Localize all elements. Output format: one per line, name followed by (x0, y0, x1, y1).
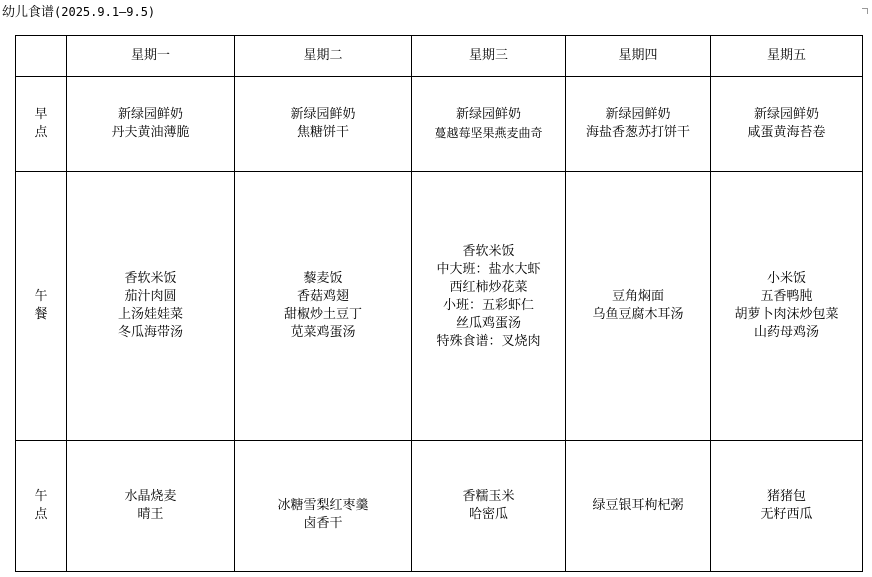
menu-item: 茄汁肉圆 (124, 289, 177, 304)
menu-item: 小班：五彩虾仁 (442, 298, 534, 313)
meal-row-morning-snack (16, 77, 863, 172)
menu-item: 香糯玉米 (462, 489, 515, 504)
menu-item: 无籽西瓜 (760, 507, 813, 522)
menu-cell (566, 441, 711, 572)
menu-item: 中大班：盐水大虾 (436, 262, 541, 277)
menu-cell (67, 172, 235, 441)
menu-item: 丹夫黄油薄脆 (111, 125, 190, 140)
page-title (2, 3, 155, 22)
menu-cell (235, 441, 412, 572)
menu-cell (566, 77, 711, 172)
menu-cell (711, 172, 863, 441)
menu-item: 水晶烧麦 (124, 489, 177, 504)
meal-label-char: 午 (34, 289, 48, 304)
menu-item: 上汤娃娃菜 (117, 307, 183, 322)
meal-label-cell (16, 172, 67, 441)
meal-label-char: 点 (34, 507, 48, 522)
menu-cell (235, 77, 412, 172)
menu-item: 香菇鸡翅 (296, 289, 349, 304)
menu-item: 苋菜鸡蛋汤 (290, 325, 356, 340)
meal-row-afternoon-snack (16, 441, 863, 572)
menu-item: 冬瓜海带汤 (117, 325, 183, 340)
menu-item: 海盐香葱苏打饼干 (585, 125, 690, 140)
menu-cell (711, 77, 863, 172)
menu-item: 咸蛋黄海苔卷 (747, 125, 826, 140)
menu-cell (412, 77, 566, 172)
page-corner-mark (862, 8, 868, 14)
meal-label-char: 早 (34, 107, 48, 122)
menu-cell (67, 441, 235, 572)
menu-item: 猪猪包 (766, 489, 806, 504)
menu-item: 乌鱼豆腐木耳汤 (592, 307, 684, 322)
day-header: 星期一 (67, 36, 235, 77)
menu-cell (67, 77, 235, 172)
menu-item: 藜麦饭 (303, 271, 343, 286)
header-row (16, 36, 863, 77)
menu-item: 新绿园鲜奶 (753, 107, 819, 122)
meal-label-char: 点 (34, 125, 48, 140)
day-header: 星期五 (711, 36, 863, 77)
menu-item: 胡萝卜肉沫炒包菜 (734, 307, 839, 322)
menu-item: 五香鸭肫 (760, 289, 813, 304)
menu-item: 哈密瓜 (468, 507, 508, 522)
menu-item: 小米饭 (766, 271, 806, 286)
meal-label-char: 餐 (34, 307, 48, 322)
menu-cell (235, 172, 412, 441)
menu-item: 甜椒炒土豆丁 (283, 307, 362, 322)
menu-item: 香软米饭 (124, 271, 177, 286)
meal-label-cell (16, 441, 67, 572)
menu-cell (566, 172, 711, 441)
menu-item: 豆角焖面 (611, 289, 664, 304)
title-text: 幼儿食谱 (2, 5, 55, 20)
day-header: 星期四 (566, 36, 711, 77)
menu-item: 焦糖饼干 (296, 125, 349, 140)
weekly-menu-table (15, 35, 863, 572)
title-date-range: (2025.9.1—9.5) (54, 5, 156, 19)
menu-item: 山药母鸡汤 (753, 325, 819, 340)
menu-item: 特殊食谱：叉烧肉 (436, 334, 541, 349)
menu-item: 蔓越莓坚果燕麦曲奇 (434, 126, 543, 140)
corner-cell (16, 36, 67, 77)
menu-item: 西红柿炒花菜 (449, 280, 528, 295)
menu-item: 新绿园鲜奶 (455, 107, 521, 122)
menu-item: 新绿园鲜奶 (290, 107, 356, 122)
day-header: 星期二 (235, 36, 412, 77)
meal-row-lunch (16, 172, 863, 441)
menu-item: 新绿园鲜奶 (117, 107, 183, 122)
menu-item: 香软米饭 (462, 244, 515, 259)
menu-item: 晴王 (137, 507, 164, 522)
menu-cell (412, 441, 566, 572)
meal-label-cell (16, 77, 67, 172)
day-header: 星期三 (412, 36, 566, 77)
menu-item: 丝瓜鸡蛋汤 (455, 316, 521, 331)
meal-label-char: 午 (34, 489, 48, 504)
menu-item: 冰糖雪梨红枣羹 (277, 498, 369, 513)
menu-cell (412, 172, 566, 441)
menu-item: 新绿园鲜奶 (605, 107, 671, 122)
menu-cell (711, 441, 863, 572)
menu-item: 卤香干 (303, 516, 343, 531)
menu-item: 绿豆银耳枸杞粥 (592, 498, 684, 513)
